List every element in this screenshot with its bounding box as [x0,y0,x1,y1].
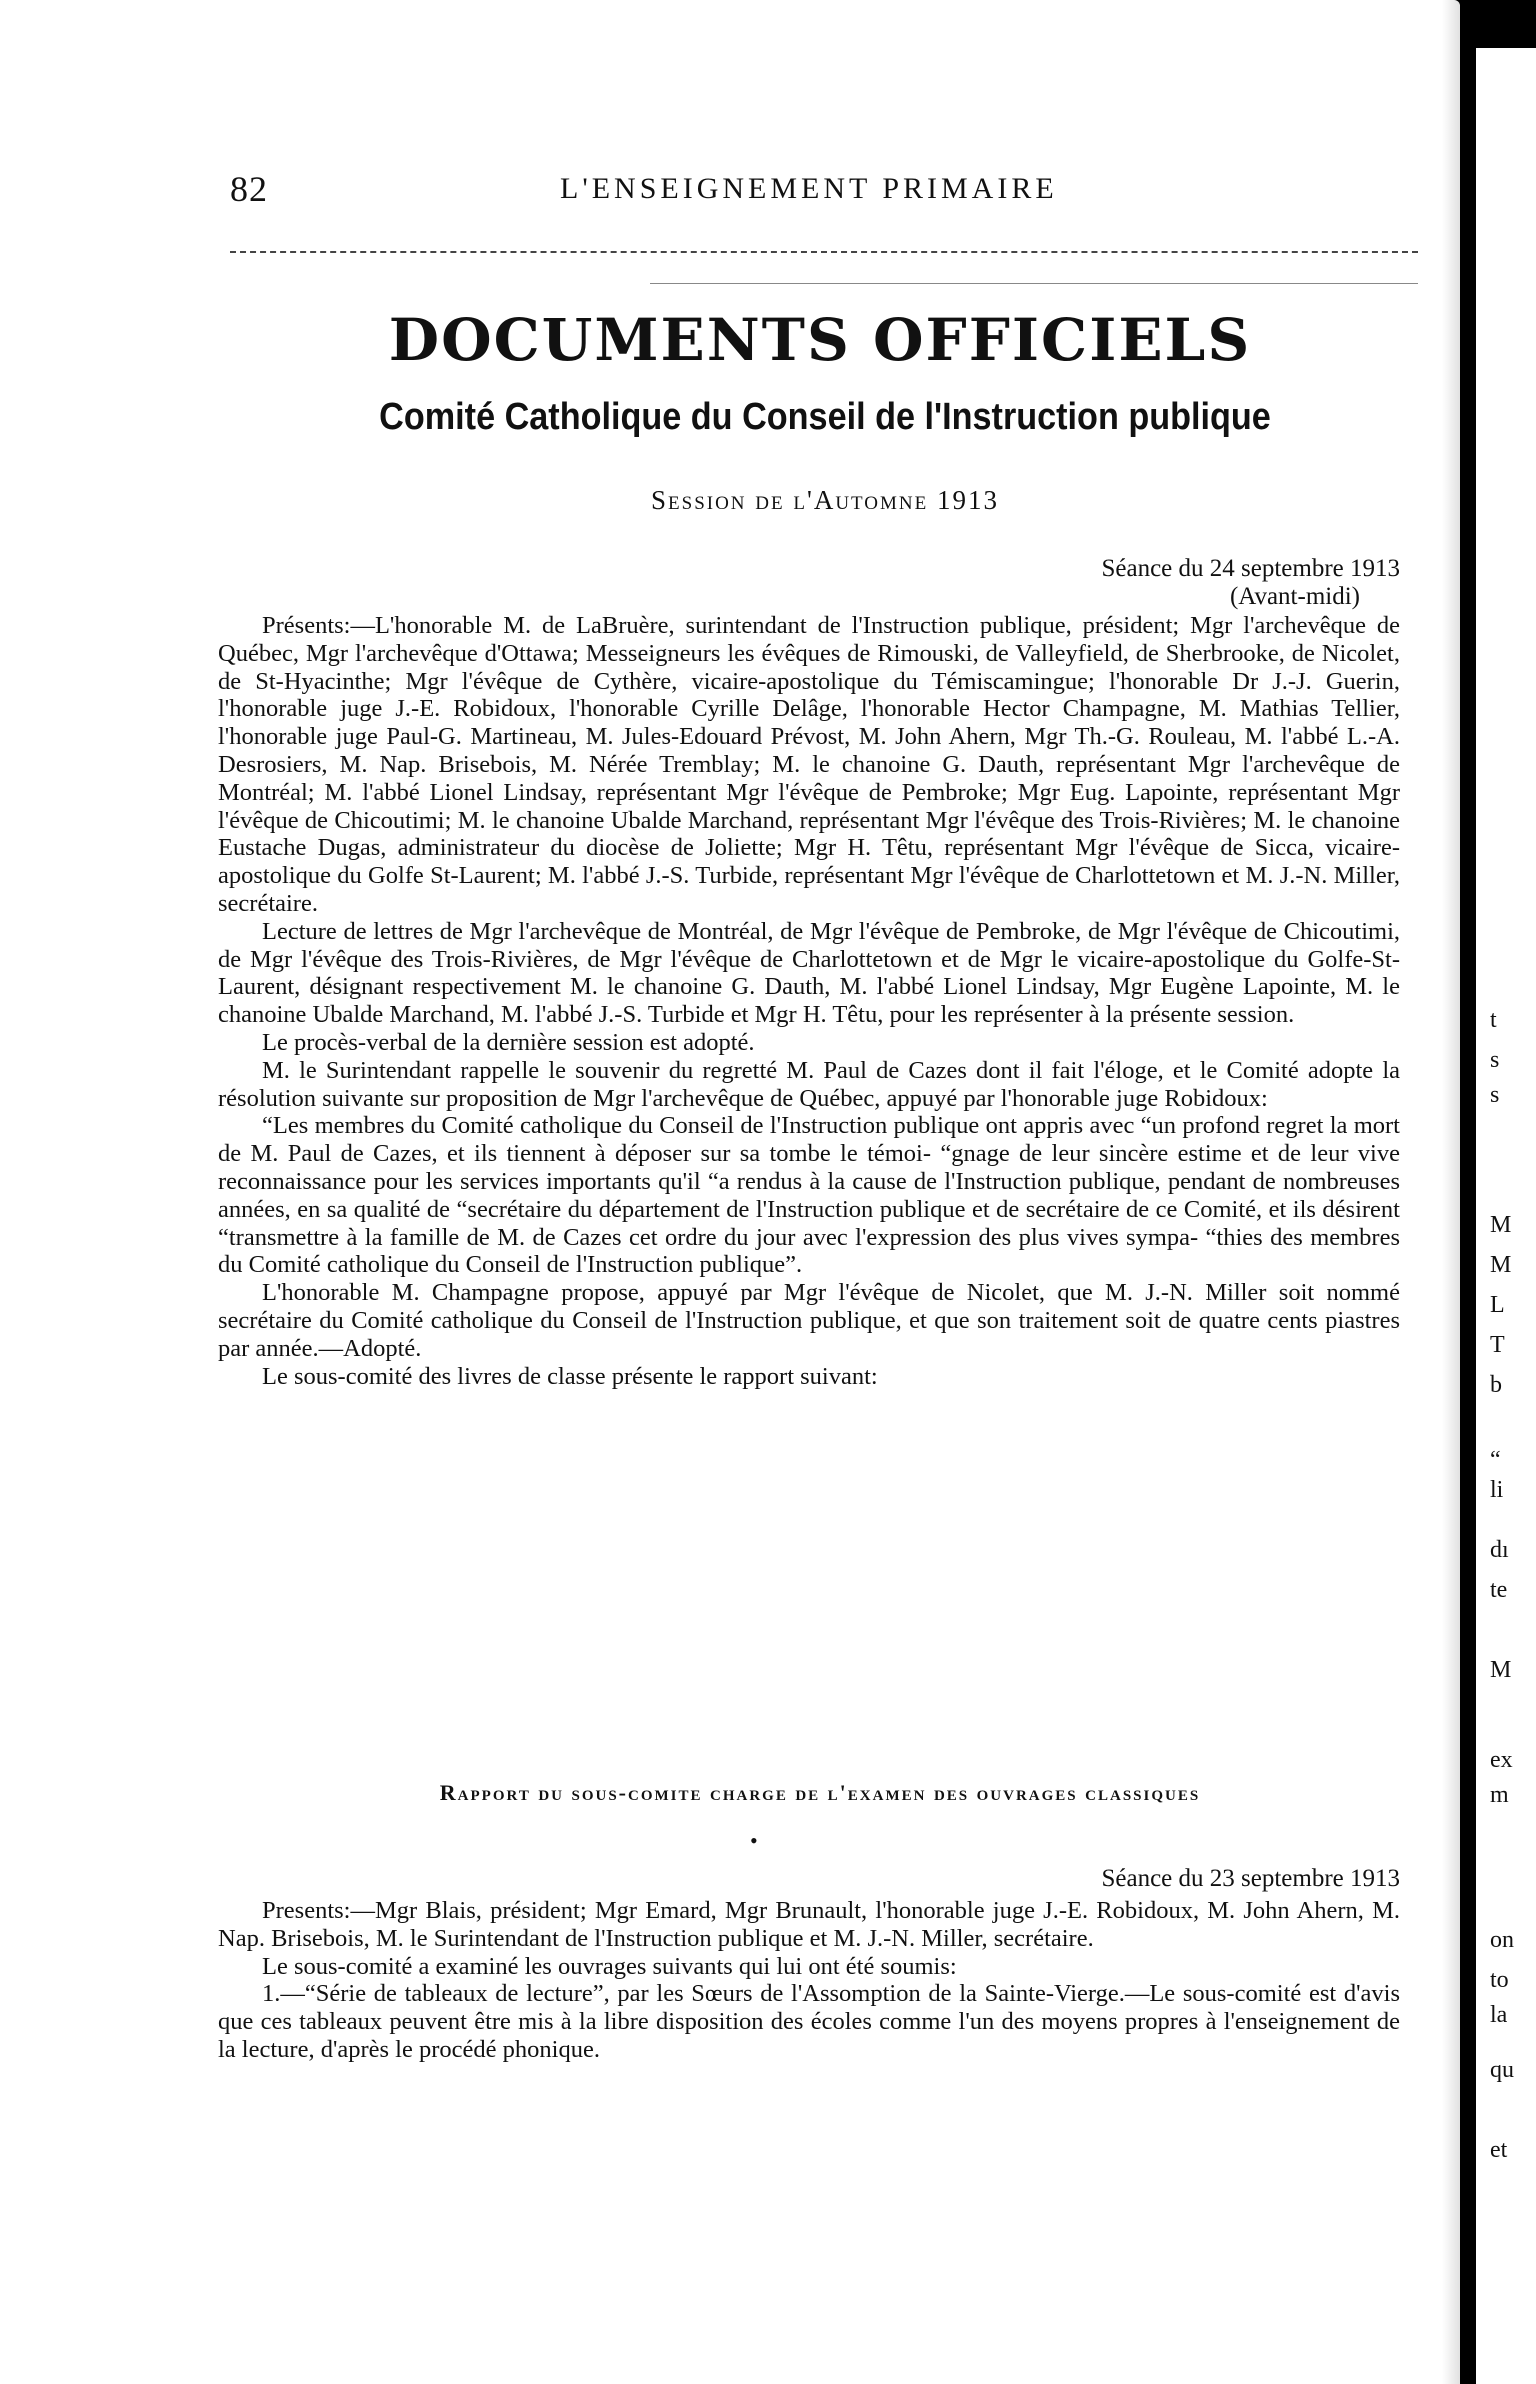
adjacent-fragment: la [1490,2002,1508,2028]
rapport-item-1: 1.—“Série de tableaux de lecture”, par les Sœurs de l'Assomption de la Sainte-Vierge.—Le sous-comité est d'avis que ces tableaux peuvent être mis à la libre disposition des écoles comme l'un des moyens propres à l'enseignement de la lecture, d'après le procédé phonique. [218,1980,1400,2063]
adjacent-page-edge [1476,48,1536,2384]
adjacent-fragment: et [1490,2137,1508,2163]
adjacent-fragment: M [1490,1252,1512,1278]
adjacent-fragment: s [1490,1082,1500,1108]
header-rule [230,251,1418,253]
adjacent-fragment: L [1490,1292,1505,1318]
adjacent-fragment: to [1490,1967,1509,1993]
paragraph-proces-verbal: Le procès-verbal de la dernière session est adopté. [262,1028,755,1056]
document-title: DOCUMENTS OFFICIELS [388,306,1252,374]
adjacent-fragment: s [1490,1047,1500,1073]
page-number: 82 [230,169,268,209]
adjacent-fragment: M [1490,1212,1512,1238]
rapport-dateline [1101,1865,1400,1893]
adjacent-fragment: t [1490,1007,1497,1033]
header-rule-secondary [650,283,1418,284]
seance-dateline [1101,555,1400,611]
rapport-date: Séance du 23 septembre 1913 [1101,1865,1400,1892]
paragraph-sous-comite: Le sous-comité des livres de classe présente le rapport suivant: [262,1362,878,1390]
adjacent-fragment: m [1490,1782,1509,1808]
rapport-body [218,1897,1400,2064]
paragraph-presents: Présents:—L'honorable M. de LaBruère, surintendant de l'Instruction publique, président; Mgr l'archevêque de Québec, Mgr l'archevêque d'Ottawa; Messeigneurs les évêques de Rimouski, de Valleyfield, de Sherbrooke, de Nicolet, de St-Hyacinthe; Mgr l'évêque de Cythère, vicaire-apostolique du Témiscamingue; l'honorable Dr J.-J. Guerin, l'honorable juge J.-E. Robidoux, l'honorable Cyrille Delâge, l'honorable Hector Champagne, M. Mathias Tellier, l'honorable juge Paul-G. Martineau, M. Jules-Edouard Prévost, M. John Ahern, Mgr Th.-G. Rouleau, M. l'abbé L.-A. Desrosiers, M. Nap. Brisebois, M. Nérée Tremblay; M. le chanoine G. Dauth, représentant Mgr l'archevêque de Montréal; M. l'abbé Lionel Lindsay, représentant Mgr l'évêque de Pembroke; Mgr Eug. Lapointe, représentant Mgr l'évêque de Chicoutimi; M. le chanoine Ubalde Marchand, représentant Mgr l'évêque des Trois-Rivières; M. le chanoine Eustache Dugas, administrateur du diocèse de Joliette; Mgr H. Têtu, représentant Mgr l'évêque de Sicca, vicaire-apostolique du Golfe St-Laurent; M. l'abbé J.-S. Turbide, représentant Mgr l'évêque de Charlottetown et M. J.-N. Miller, secrétaire. [218,612,1400,917]
adjacent-fragment: te [1490,1577,1508,1603]
adjacent-fragment: ex [1490,1747,1513,1773]
rapport-bullet: • [750,1828,758,1853]
adjacent-fragment: T [1490,1332,1505,1358]
rapport-heading: Rapport du sous-comite charge de l'examen des ouvrages classiques [439,1780,1201,1805]
running-head [230,168,1395,208]
seance-date: Séance du 24 septembre 1913 [1101,555,1400,582]
paragraph-resolution-quote: “Les membres du Comité catholique du Conseil de l'Instruction publique ont appris avec “un profond regret la mort de M. Paul de Cazes, et ils tiennent à déposer sur sa tombe le témoi- “gnage de leur sincère estime et de leur vive reconnaissance pour les services importants qu'il “a rendus à la cause de l'Instruction publique, pendant de nombreuses années, en sa qualité de “secrétaire du département de l'Instruction publique et de secrétaire de ce Comité, et ils désirent “transmettre à la famille de M. de Cazes cet ordre du jour avec l'expression des plus vives sympa- “thies des membres du Comité catholique du Conseil de l'Instruction publique”. [218,1112,1400,1279]
paragraph-lettres: Lecture de lettres de Mgr l'archevêque de Montréal, de Mgr l'évêque de Pembroke, de Mgr l'évêque de Chicoutimi, de Mgr l'évêque des Trois-Rivières, de Mgr l'évêque de Charlottetown et de Mgr le vicaire-apostolique du Golfe-St-Laurent, désignant respectivement M. le chanoine G. Dauth, M. l'abbé Lionel Lindsay, Mgr Eugène Lapointe, M. le chanoine Ubalde Marchand, M. l'abbé J.-S. Turbide et Mgr H. Têtu, pour les représenter à la présente session. [218,917,1400,1029]
adjacent-fragment: dı [1490,1537,1509,1563]
adjacent-fragment: on [1490,1927,1514,1953]
minutes-body [218,612,1400,1390]
adjacent-fragment: “ [1490,1447,1501,1473]
adjacent-fragment: qu [1490,2057,1514,2083]
adjacent-fragment: b [1490,1372,1502,1398]
adjacent-fragment: M [1490,1657,1512,1683]
journal-title: L'ENSEIGNEMENT PRIMAIRE [560,172,1058,205]
paragraph-miller-nomination: L'honorable M. Champagne propose, appuyé par Mgr l'évêque de Nicolet, que M. J.-N. Miller soit nommé secrétaire du Comité catholique du Conseil de l'Instruction publique, et que son traitement soit de quatre cents piastres par année.—Adopté. [218,1279,1400,1362]
adjacent-fragment: li [1490,1477,1504,1503]
rapport-examen: Le sous-comité a examiné les ouvrages suivants qui lui ont été soumis: [262,1952,957,1980]
rapport-presents: Presents:—Mgr Blais, président; Mgr Emard, Mgr Brunault, l'honorable juge J.-E. Robidoux, M. John Ahern, M. Nap. Brisebois, M. le Surintendant de l'Instruction publique et M. J.-N. Miller, secrétaire. [218,1897,1400,1952]
paragraph-surintendant: M. le Surintendant rappelle le souvenir du regretté M. Paul de Cazes dont il fait l'éloge, et le Comité adopte la résolution suivante sur proposition de Mgr l'archevêque de Québec, appuyé par l'honorable juge Robidoux: [218,1056,1400,1112]
seance-note: (Avant-midi) [1229,583,1360,610]
session-line: Session de l'Automne 1913 [651,485,999,515]
committee-subtitle: Comité Catholique du Conseil de l'Instruction publique [379,396,1271,438]
